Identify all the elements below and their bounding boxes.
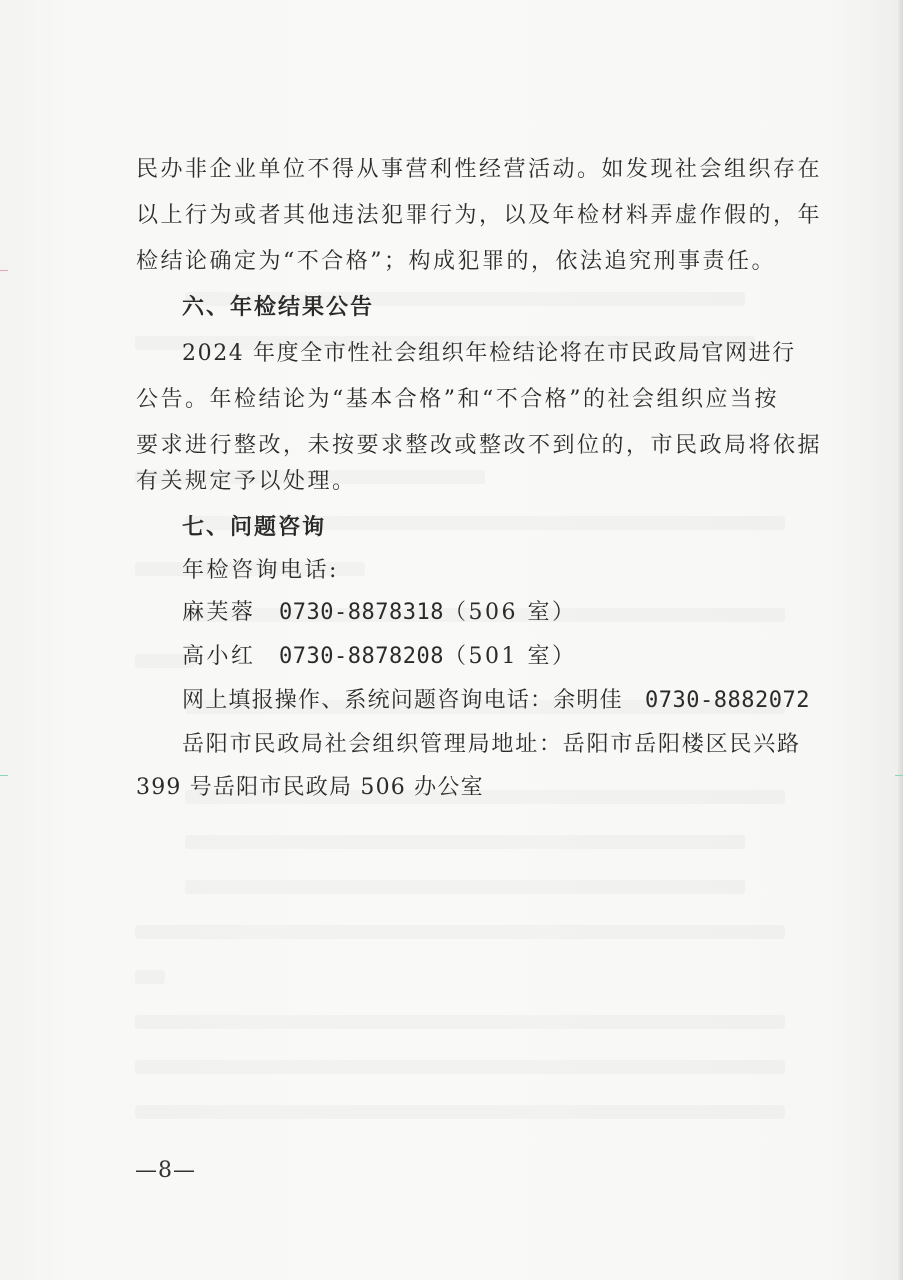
page-number: —8— [135, 1158, 196, 1183]
paragraph-line: 要求进行整改，未按要求整改或整改不到位的，市民政局将依据 [136, 433, 823, 458]
scan-mark [0, 775, 8, 776]
contact-name: 高小红 [182, 644, 256, 669]
paragraph-line: 2024 年度全市性社会组织年检结论将在市民政局官网进行 [182, 341, 796, 366]
online-consult-phone: 0730-8882072 [645, 688, 810, 713]
contact-row [182, 642, 576, 672]
paragraph-line: 检结论确定为“不合格”；构成犯罪的，依法追究刑事责任。 [136, 249, 776, 274]
contact-room: （506 室） [443, 600, 577, 625]
paragraph-line: 民办非企业单位不得从事营利性经营活动。如发现社会组织存在 [136, 157, 823, 182]
section-heading-6: 六、年检结果公告 [182, 295, 375, 320]
scan-mark [895, 775, 903, 776]
section-heading-7: 七、问题咨询 [182, 515, 327, 540]
address-line: 岳阳市民政局社会组织管理局地址：岳阳市岳阳楼区民兴路 [182, 732, 801, 757]
contact-room: （501 室） [443, 644, 577, 669]
contact-name: 麻芙蓉 [182, 600, 256, 625]
scan-mark [0, 270, 8, 271]
paragraph-line: 有关规定予以处理。 [136, 469, 357, 494]
contact-phone: 0730-8878318 [279, 600, 444, 625]
address-line: 399 号岳阳市民政局 506 办公室 [136, 775, 484, 800]
online-consult-label: 网上填报操作、系统问题咨询电话：余明佳 [182, 688, 623, 713]
contact-row [182, 598, 576, 628]
paragraph-line: 公告。年检结论为“基本合格”和“不合格”的社会组织应当按 [136, 387, 779, 412]
online-consult-row [182, 686, 810, 716]
contact-phone: 0730-8878208 [279, 644, 444, 669]
paragraph-line: 以上行为或者其他违法犯罪行为，以及年检材料弄虚作假的，年 [136, 203, 823, 228]
page-edge [898, 0, 903, 1280]
consult-label: 年检咨询电话: [182, 558, 339, 583]
